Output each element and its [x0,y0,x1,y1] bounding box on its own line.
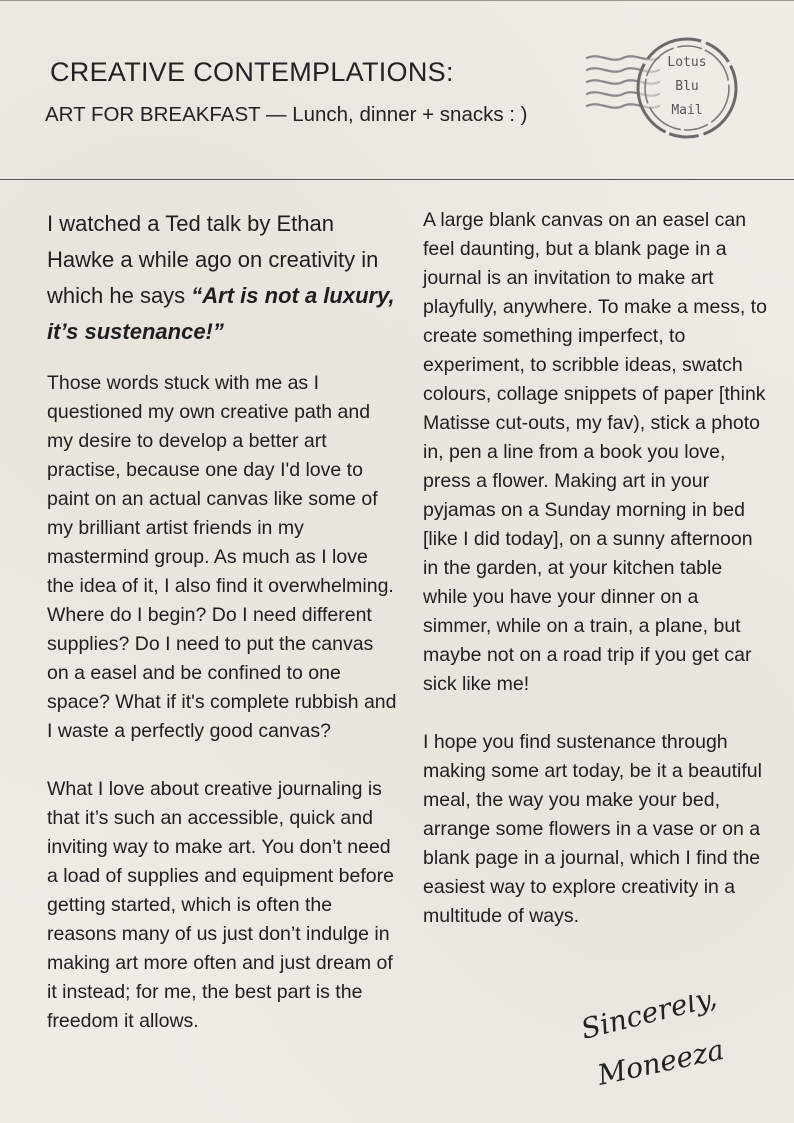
stamp-text-line1: Lotus [667,55,707,70]
lead-text: I watched a Ted talk by Ethan Hawke a while ago on creativity in which he says [47,211,379,308]
paragraph-blank-page: A large blank canvas on an easel can feel daunting, but a blank page in a journal is an invitation to make art playfully, anywhere. To make a mess, to create something imperfect, to experiment, to scribble ideas, swatch colours, collage snippets of paper [think Matisse cut-outs, my fav), stick a photo in, pen a line from a book you love, press a flower. Making art in your pyjamas on a Sunday morning in bed [like I did today], on a sunny afternoon in the garden, at your kitchen table while you have your dinner on a simmer, while on a train, a plane, but maybe not on a road trip if you get car sick like me! [423,209,767,695]
signature [560,995,780,1115]
postmark-stamp-icon [585,30,745,150]
paragraph-sustenance: I hope you find sustenance through making some art today, be it a beautiful meal, the way you make your bed, arrange some flowers in a vase or on a blank page in a journal, which I find the easiest way to explore creativity in a multitude of ways. [423,731,762,927]
postmark-stamp-graphic [585,30,745,150]
signature-graphic [560,995,780,1115]
page-subtitle: ART FOR BREAKFAST — Lunch, dinner + snacks : ) [45,103,528,126]
lead-paragraph [47,206,397,350]
ethan-hawke-quote: “Art is not a luxury, it’s sustenance!” [47,283,395,344]
signature-line1: Sincerely, [577,995,720,1046]
page-title: CREATIVE CONTEMPLATIONS: [50,57,454,87]
header-divider [0,179,794,180]
left-column [47,206,397,1065]
signature-line2: Moneeza [594,1032,727,1092]
paragraph-creative-journaling: What I love about creative journaling is that it’s such an accessible, quick and inviting way to make art. You don’t need a load of supplies and equipment before getting started, which is often the reasons many of us just don’t indulge in making art more often and just dream of it instead; for me, the best part is the freedom it allows. [47,778,394,1032]
right-column [423,206,768,960]
top-border-line [0,0,794,1]
paragraph-creative-path: Those words stuck with me as I questioned my own creative path and my desire to develop a better art practise, because one day I'd love to paint on an actual canvas like some of my brilliant artist friends in my mastermind group. As much as I love the idea of it, I also find it overwhelming. Where do I begin? Do I need different supplies? Do I need to put the canvas on a easel and be confined to one space? What if it's complete rubbish and I waste a perfectly good canvas? [47,372,397,742]
stamp-text-line2: Blu [675,79,699,94]
stamp-text-line3: Mail [671,103,703,118]
